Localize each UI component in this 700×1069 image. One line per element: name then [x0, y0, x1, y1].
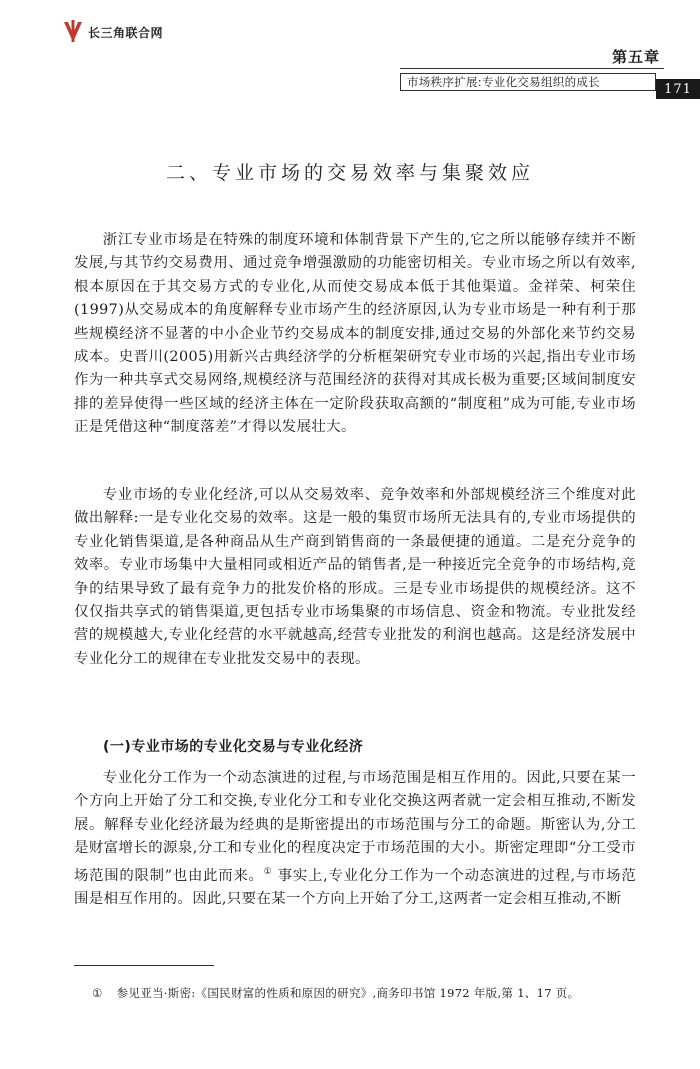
- footnote: [92, 985, 579, 1001]
- footnote-reference[interactable]: ①: [263, 866, 273, 877]
- footnote-mark: ①: [92, 986, 103, 1000]
- site-logo: [62, 18, 163, 46]
- body-paragraph-2: 专业市场的专业化经济,可以从交易效率、竞争效率和外部规模经济三个维度对此做出解释:一是专业化交易的效率。这是一般的集贸市场所无法具有的,专业市场提供的专业化销售渠道,是各种商品从生产商到销售商的一条最便捷的通道。二是充分竞争的效率。专业市场集中大量相同或相近产品的销售者,是一种接近完全竞争的市场结构,竞争的结果导致了最有竞争力的批发价格的形成。三是专业市场提供的规模经济。这不仅仅指共享式的销售渠道,更包括专业市场集聚的市场信息、资金和物流。专业批发经营的规模越大,专业化经营的水平就越高,经营专业批发的利润也越高。这是经济发展中专业化分工的规律在专业批发交易中的表现。: [74, 487, 636, 667]
- logo-text: 长三角联合网: [88, 25, 164, 40]
- paragraph-3-text-a: 专业化分工作为一个动态演进的过程,与市场范围是相互作用的。因此,只要在某一个方向上开始了分工和交换,专业化分工和专业化交换这两者就一定会相互推动,不断发展。解释专业化经济最为经典的是斯密提出的市场范围与分工的命题。斯密认为,分工是财富增长的源泉,分工和专业化的程度决定于市场范围的大小。斯密定理即“分工受市场范围的限制”也由此而来。: [74, 770, 636, 884]
- running-title: 市场秩序扩展:专业化交易组织的成长: [400, 73, 656, 91]
- subsection-heading: (一)专业市场的专业化交易与专业化经济: [103, 739, 364, 755]
- body-paragraph-3: [74, 767, 636, 911]
- paragraph-3-text-b: 事实上,专业化分工作为一个动态演进的过程,与市场范围是相互作用的。因此,只要在某一个方向上开始了分工,这两者一定会相互推动,不断: [74, 867, 637, 907]
- footnote-divider: [74, 965, 214, 966]
- footnote-text: 参见亚当·斯密:《国民财富的性质和原因的研究》,商务印书馆 1972 年版,第 1、17 页。: [116, 986, 580, 1000]
- logo-icon: [62, 18, 84, 46]
- page-number: 171: [656, 79, 700, 99]
- body-paragraph-1: 浙江专业市场是在特殊的制度环境和体制背景下产生的,它之所以能够存续并不断发展,与其节约交易费用、通过竞争增强激励的功能密切相关。专业市场之所以有效率,根本原因在于其交易方式的专业化,从而使交易成本低于其他渠道。金祥荣、柯荣住(1997)从交易成本的角度解释专业市场产生的经济原因,认为专业市场是一种有利于那些规模经济不显著的中小企业节约交易成本的制度安排,通过交易的外部化来节约交易成本。史晋川(2005)用新兴古典经济学的分析框架研究专业市场的兴起,指出专业市场作为一种共享式交易网络,规模经济与范围经济的获得对其成长极为重要;区域间制度安排的差异使得一些区域的经济主体在一定阶段获取高额的“制度租”成为可能,专业市场正是凭借这种“制度落差”才得以发展壮大。: [74, 232, 636, 436]
- section-title: 二、专业市场的交易效率与集聚效应: [165, 162, 534, 184]
- header-rule: [400, 68, 664, 69]
- chapter-label: 第五章: [611, 48, 660, 66]
